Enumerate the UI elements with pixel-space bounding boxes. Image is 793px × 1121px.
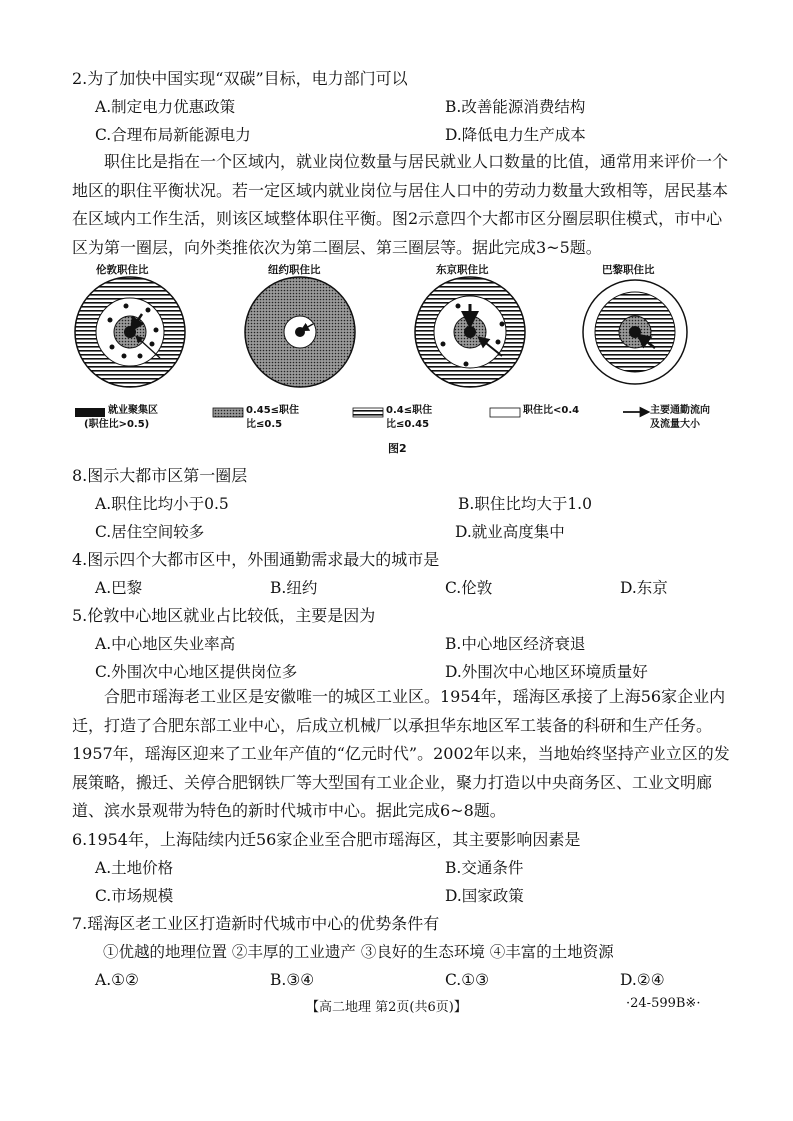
footer-code: ·24-599B※· bbox=[626, 996, 701, 1011]
q6-option-c: C.市场规模 bbox=[95, 887, 174, 905]
q6-option-b: B.交通条件 bbox=[445, 859, 524, 877]
legend-swatch-lt-04 bbox=[490, 408, 520, 417]
legend-swatch-04-045 bbox=[353, 408, 383, 417]
footer-page-info: 【高二地理 第2页(共6页)】 bbox=[306, 1000, 467, 1015]
legend-lt04-label: 职住比<0.4 bbox=[523, 405, 580, 416]
q3-option-c: C.居住空间较多 bbox=[95, 523, 205, 541]
legend-swatch-employment bbox=[75, 408, 105, 417]
legend-commute-label: 主要通勤流向 bbox=[650, 405, 710, 416]
q3-stem: 8.图示大都市区第一圈层 bbox=[72, 466, 248, 485]
fig-title-london: 伦敦职住比 bbox=[96, 264, 149, 276]
q5-option-d: D.外围次中心地区环境质量好 bbox=[445, 663, 648, 681]
legend-employment-label: 就业聚集区 bbox=[108, 405, 158, 416]
q7-option-c: C.①③ bbox=[445, 971, 490, 989]
q3-option-a: A.职住比均小于0.5 bbox=[95, 495, 229, 513]
q5-option-a: A.中心地区失业率高 bbox=[95, 635, 236, 653]
q6-option-d: D.国家政策 bbox=[445, 887, 524, 905]
legend-04-sub: 比≤0.45 bbox=[386, 419, 430, 430]
q4-option-b: B.纽约 bbox=[270, 579, 318, 597]
newyork-diagram bbox=[245, 277, 355, 387]
figure-caption: 图2 bbox=[388, 442, 407, 455]
legend-swatch-045-05 bbox=[213, 408, 243, 417]
fig-title-newyork: 纽约职住比 bbox=[268, 264, 321, 276]
legend-employment-sub: (职住比>0.5) bbox=[84, 419, 150, 430]
legend-045-sub: 比≤0.5 bbox=[246, 419, 283, 430]
q3-option-d: D.就业高度集中 bbox=[455, 523, 565, 541]
legend-045-label: 0.45≤职住 bbox=[246, 405, 300, 416]
q7-option-d: D.②④ bbox=[620, 971, 665, 989]
q4-option-a: A.巴黎 bbox=[95, 579, 143, 597]
q6-option-a: A.土地价格 bbox=[95, 859, 174, 877]
q7-option-b: B.③④ bbox=[270, 971, 315, 989]
q5-stem: 5.伦敦中心地区就业占比较低，主要是因为 bbox=[72, 606, 376, 625]
fig-title-tokyo: 东京职住比 bbox=[436, 264, 489, 276]
q7-stem: 7.瑶海区老工业区打造新时代城市中心的优势条件有 bbox=[72, 914, 440, 933]
q2-option-c: C.合理布局新能源电力 bbox=[95, 126, 251, 144]
figure-2 bbox=[70, 262, 720, 457]
legend-commute-sub: 及流量大小 bbox=[650, 419, 700, 430]
paris-diagram bbox=[583, 280, 687, 384]
q2-option-a: A.制定电力优惠政策 bbox=[95, 98, 236, 116]
legend-04-label: 0.4≤职住 bbox=[386, 405, 433, 416]
q4-option-d: D.东京 bbox=[620, 579, 668, 597]
q5-option-c: C.外围次中心地区提供岗位多 bbox=[95, 663, 298, 681]
tokyo-diagram bbox=[415, 277, 525, 387]
q4-stem: 4.图示四个大都市区中，外围通勤需求最大的城市是 bbox=[72, 550, 440, 569]
q7-option-a: A.①② bbox=[95, 971, 139, 989]
q4-option-c: C.伦敦 bbox=[445, 579, 493, 597]
intro-paragraph-2: 合肥市瑶海老工业区是安徽唯一的城区工业区。1954年，瑶海区承接了上海56家企业内迁，打造了合肥东部工业中心，后成立机械厂以承担华东地区军工装备的科研和生产任务。1957年，瑶海区迎来了工业年产值的“亿元时代”。2002年以来，当地始终坚持产业立区的发展策略，搬迁、关停合肥钢铁厂等大型国有工业企业，聚力打造以中央商务区、工业文明廊道、滨水景观带为特色的新时代城市中心。据此完成6~8题。 bbox=[72, 687, 730, 820]
q2-option-b: B.改善能源消费结构 bbox=[445, 98, 586, 116]
intro-paragraph-1: 职住比是指在一个区域内，就业岗位数量与居民就业人口数量的比值，通常用来评价一个地区的职住平衡状况。若一定区域内就业岗位与居住人口中的劳动力数量大致相等，居民基本在区域内工作生活，则该区域整体职住平衡。图2示意四个大都市区分圈层职住模式，市中心区为第一圈层，向外类推依次为第二圈层、第三圈层等。据此完成3~5题。 bbox=[72, 152, 729, 257]
q2-option-d: D.降低电力生产成本 bbox=[445, 126, 586, 144]
london-diagram bbox=[75, 277, 185, 387]
q5-option-b: B.中心地区经济衰退 bbox=[445, 635, 586, 653]
q3-option-b: B.职住比均大于1.0 bbox=[458, 495, 592, 513]
q6-stem: 6.1954年，上海陆续内迁56家企业至合肥市瑶海区，其主要影响因素是 bbox=[72, 830, 581, 849]
q7-items: ①优越的地理位置 ②丰厚的工业遗产 ③良好的生态环境 ④丰富的土地资源 bbox=[103, 943, 614, 961]
fig-title-paris: 巴黎职住比 bbox=[602, 264, 655, 276]
q2-stem: 2.为了加快中国实现“双碳”目标，电力部门可以 bbox=[72, 69, 408, 88]
